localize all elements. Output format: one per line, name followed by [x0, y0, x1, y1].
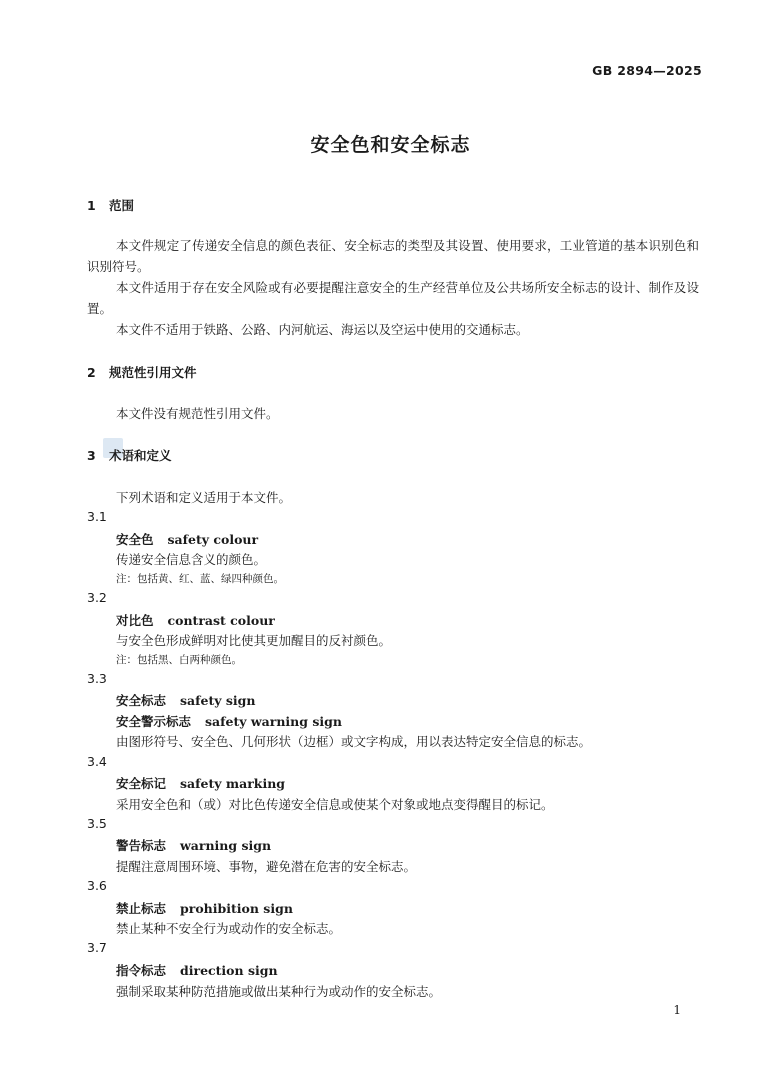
term-definition: 传递安全信息含义的颜色。 — [116, 552, 267, 567]
section-3-heading — [87, 446, 172, 464]
standard-id: GB 2894—2025 — [592, 63, 702, 78]
term-cn: 对比色 — [116, 613, 154, 628]
term-definition: 禁止某种不安全行为或动作的安全标志。 — [116, 921, 342, 936]
section-number: 3 — [87, 448, 96, 463]
term-cn: 安全标记 — [116, 776, 167, 791]
term-definition: 与安全色形成鲜明对比使其更加醒目的反衬颜色。 — [116, 633, 392, 648]
page-number: 1 — [673, 1003, 681, 1017]
term-cn: 警告标志 — [116, 838, 167, 853]
term-en: direction sign — [180, 963, 278, 978]
term-cn: 安全色 — [116, 532, 154, 547]
term-heading — [116, 691, 256, 709]
term-en: safety colour — [167, 532, 259, 547]
term-definition: 采用安全色和（或）对比色传递安全信息或使某个对象或地点变得醒目的标记。 — [116, 797, 554, 812]
term-definition: 由图形符号、安全色、几何形状（边框）或文字构成，用以表达特定安全信息的标志。 — [116, 734, 592, 749]
term-en: safety warning sign — [205, 714, 342, 729]
term-note: 注：包括黄、红、蓝、绿四种颜色。 — [116, 573, 284, 585]
term-heading — [116, 899, 293, 917]
term-heading — [116, 961, 278, 979]
term-en: contrast colour — [167, 613, 275, 628]
term-en: warning sign — [180, 838, 272, 853]
term-note: 注：包括黑、白两种颜色。 — [116, 654, 242, 666]
paragraph: 下列术语和定义适用于本文件。 — [116, 490, 292, 505]
paragraph: 本文件适用于存在安全风险或有必要提醒注意安全的生产经营单位及公共场所安全标志的设计、制作及设置。 — [87, 280, 699, 316]
term-number: 3.1 — [87, 509, 107, 524]
section-title: 规范性引用文件 — [109, 365, 197, 380]
term-heading — [116, 836, 271, 854]
section-2-heading — [87, 363, 197, 381]
term-en: safety marking — [180, 776, 286, 791]
term-number: 3.2 — [87, 590, 107, 605]
term-en: safety sign — [180, 693, 256, 708]
section-1-heading — [87, 196, 134, 214]
term-number: 3.6 — [87, 878, 107, 893]
section-number: 1 — [87, 198, 96, 213]
term-cn: 禁止标志 — [116, 901, 167, 916]
section-title: 术语和定义 — [109, 448, 172, 463]
term-en: prohibition sign — [180, 901, 293, 916]
term-heading — [116, 611, 275, 629]
paragraph: 本文件不适用于铁路、公路、内河航运、海运以及空运中使用的交通标志。 — [116, 322, 529, 337]
paragraph: 本文件没有规范性引用文件。 — [116, 406, 279, 421]
term-cn: 安全警示标志 — [116, 714, 192, 729]
document-title: 安全色和安全标志 — [310, 134, 471, 156]
term-definition: 提醒注意周围环境、事物，避免潜在危害的安全标志。 — [116, 859, 417, 874]
term-cn: 指令标志 — [116, 963, 167, 978]
paragraph: 本文件规定了传递安全信息的颜色表征、安全标志的类型及其设置、使用要求，工业管道的基本识别色和识别符号。 — [87, 238, 699, 274]
term-heading — [116, 530, 258, 548]
section-number: 2 — [87, 365, 96, 380]
term-heading — [116, 774, 285, 792]
term-definition: 强制采取某种防范措施或做出某种行为或动作的安全标志。 — [116, 984, 442, 999]
term-number: 3.7 — [87, 940, 107, 955]
term-heading-alt — [116, 712, 342, 730]
term-number: 3.5 — [87, 816, 107, 831]
term-number: 3.4 — [87, 754, 107, 769]
term-cn: 安全标志 — [116, 693, 167, 708]
section-title: 范围 — [109, 198, 135, 213]
term-number: 3.3 — [87, 671, 107, 686]
